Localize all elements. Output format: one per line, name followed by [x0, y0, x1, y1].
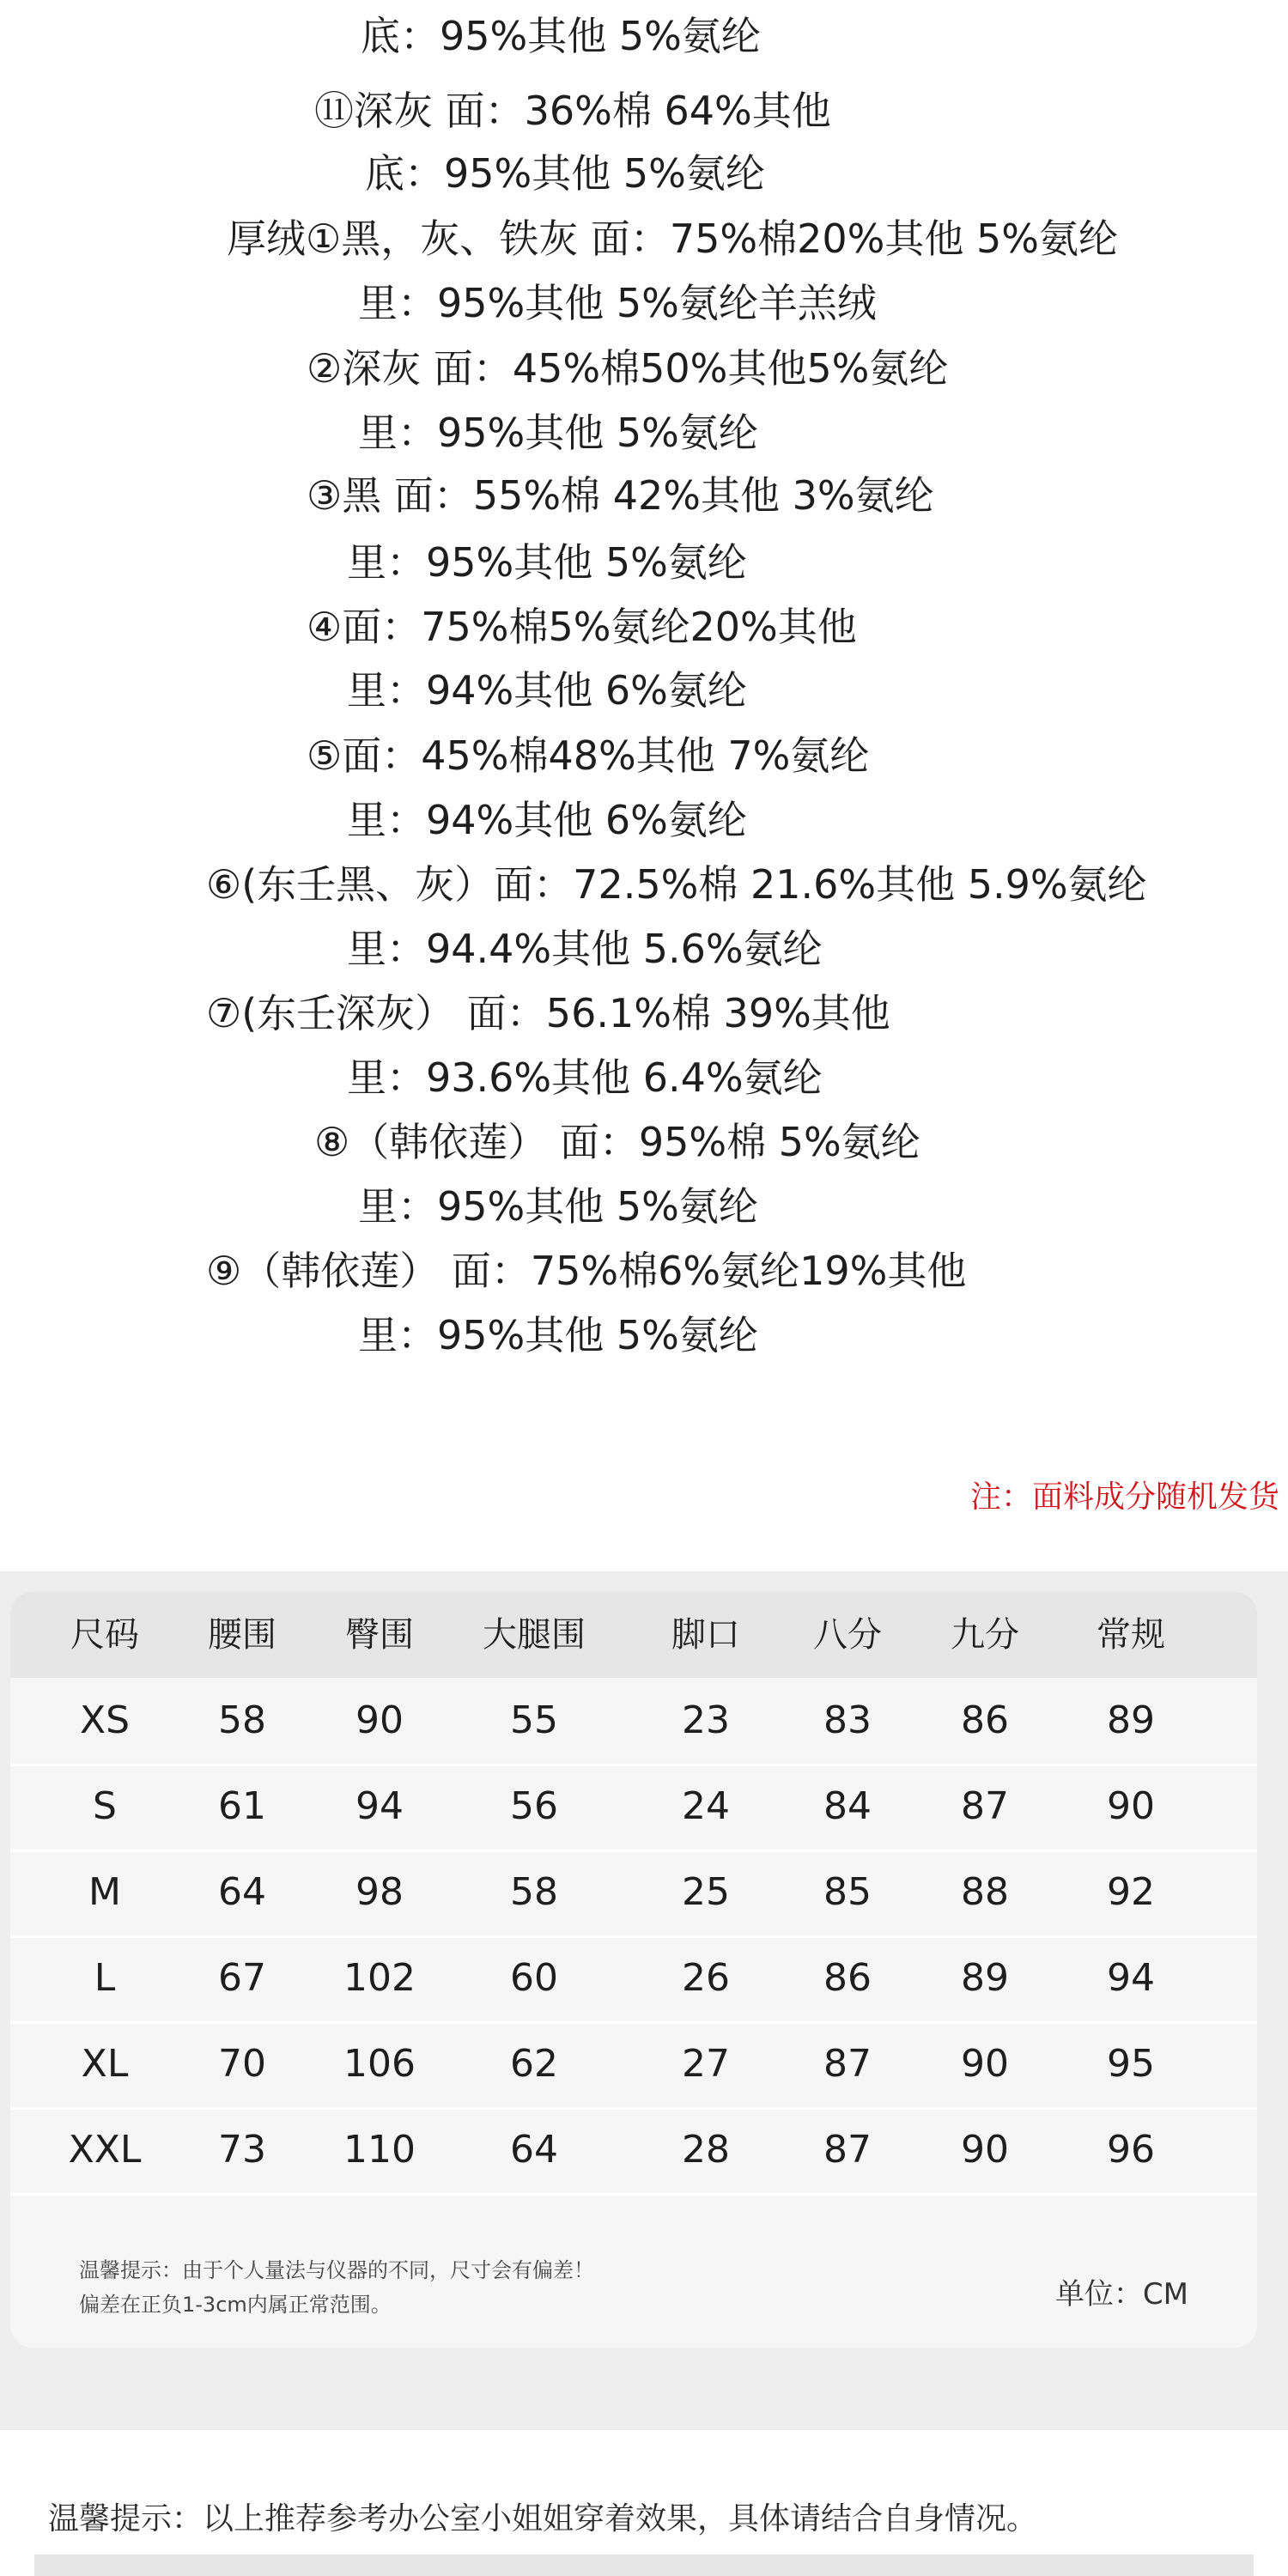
cell-ninth: 90 — [961, 2128, 1009, 2172]
fabric-line: 里：95%其他 5%氨纶 — [358, 1312, 758, 1358]
table-row — [10, 2107, 1257, 2196]
header-waist: 腰围 — [208, 1615, 276, 1655]
cell-size: XS — [79, 1698, 131, 1742]
cell-hem: 23 — [682, 1698, 730, 1742]
cell-regular: 90 — [1107, 1784, 1155, 1828]
cell-hip: 110 — [343, 2128, 416, 2172]
fabric-line: 底：95%其他 5%氨纶 — [361, 13, 761, 59]
fabric-line: 里：93.6%其他 6.4%氨纶 — [347, 1054, 823, 1101]
cell-hem: 27 — [682, 2042, 730, 2086]
table-row — [10, 1935, 1257, 2024]
cell-size: M — [88, 1870, 121, 1914]
fabric-line: ④面：75%棉5%氨纶20%其他 — [307, 604, 857, 650]
cell-regular: 89 — [1107, 1698, 1155, 1742]
cell-thigh: 58 — [510, 1870, 558, 1914]
fabric-line: ⑨（韩依莲） 面：75%棉6%氨纶19%其他 — [206, 1248, 967, 1294]
cell-hip: 94 — [355, 1784, 404, 1828]
measurement-tip-line-1: 温馨提示：由于个人量法与仪器的不同，尺寸会有偏差！ — [79, 2258, 594, 2282]
cell-size: XL — [81, 2042, 129, 2086]
fabric-line: 底：95%其他 5%氨纶 — [365, 150, 765, 197]
cell-eighth: 83 — [823, 1698, 872, 1742]
cell-eighth: 86 — [823, 1956, 872, 2000]
cell-thigh: 60 — [510, 1956, 558, 2000]
fabric-line: 里：94%其他 6%氨纶 — [347, 797, 747, 843]
cell-hem: 24 — [682, 1784, 730, 1828]
cell-ninth: 86 — [961, 1698, 1009, 1742]
cell-eighth: 87 — [823, 2128, 872, 2172]
fabric-line: ⑤面：45%棉48%其他 7%氨纶 — [307, 732, 870, 779]
fabric-line: ②深灰 面：45%棉50%其他5%氨纶 — [307, 345, 949, 392]
fabric-line: 里：95%其他 5%氨纶 — [358, 410, 758, 456]
cell-regular: 92 — [1107, 1870, 1155, 1914]
fabric-line: ⑦(东壬深灰） 面：56.1%棉 39%其他 — [206, 990, 890, 1036]
cell-waist: 64 — [218, 1870, 266, 1914]
cell-regular: 94 — [1107, 1956, 1155, 2000]
cell-hem: 28 — [682, 2128, 730, 2172]
header-hip: 臀围 — [345, 1615, 414, 1655]
cell-size: S — [93, 1784, 117, 1828]
header-thigh: 大腿围 — [483, 1615, 586, 1655]
fabric-line: ⑥(东壬黑、灰）面：72.5%棉 21.6%其他 5.9%氨纶 — [206, 861, 1147, 908]
fabric-line: 里：95%其他 5%氨纶 — [358, 1183, 758, 1230]
header-hem: 脚口 — [671, 1615, 740, 1655]
fabric-line: 里：94.4%其他 5.6%氨纶 — [347, 926, 823, 972]
cell-ninth: 88 — [961, 1870, 1009, 1914]
cell-hip: 102 — [343, 1956, 416, 2000]
cell-hem: 25 — [682, 1870, 730, 1914]
cell-size: L — [94, 1956, 116, 2000]
cell-eighth: 87 — [823, 2042, 872, 2086]
fabric-line: ⑧（韩依莲） 面：95%棉 5%氨纶 — [314, 1119, 920, 1165]
header-ninth: 九分 — [951, 1615, 1019, 1655]
cell-thigh: 62 — [510, 2042, 558, 2086]
cell-ninth: 89 — [961, 1956, 1009, 2000]
fabric-line: ⑪深灰 面：36%棉 64%其他 — [314, 88, 831, 134]
header-size: 尺码 — [70, 1615, 139, 1655]
unit-label: 单位：CM — [1054, 2277, 1188, 2312]
cell-hip: 90 — [355, 1698, 404, 1742]
recommendation-tip: 温馨提示：以上推荐参考办公室小姐姐穿着效果，具体请结合自身情况。 — [48, 2501, 1038, 2537]
cell-thigh: 55 — [510, 1698, 558, 1742]
header-regular: 常规 — [1097, 1615, 1165, 1655]
cell-waist: 73 — [218, 2128, 266, 2172]
size-table-section — [0, 1571, 1288, 2430]
fabric-line: ③黑 面：55%棉 42%其他 3%氨纶 — [307, 472, 934, 519]
table-row — [10, 2021, 1257, 2110]
size-table — [10, 1592, 1257, 2348]
cell-hip: 98 — [355, 1870, 404, 1914]
fabric-line: 里：95%其他 5%氨纶羊羔绒 — [358, 280, 877, 326]
bottom-divider-bar — [34, 2555, 1254, 2576]
cell-regular: 96 — [1107, 2128, 1155, 2172]
table-row — [10, 1764, 1257, 1852]
cell-waist: 70 — [218, 2042, 266, 2086]
table-row — [10, 1678, 1257, 1766]
cell-regular: 95 — [1107, 2042, 1155, 2086]
cell-hip: 106 — [343, 2042, 416, 2086]
cell-waist: 61 — [218, 1784, 266, 1828]
fabric-line: 厚绒①黑，灰、铁灰 面：75%棉20%其他 5%氨纶 — [227, 216, 1118, 262]
cell-hem: 26 — [682, 1956, 730, 2000]
measurement-tip-line-2: 偏差在正负1-3cm内属正常范围。 — [79, 2293, 392, 2317]
table-header-row — [10, 1592, 1257, 1678]
cell-waist: 67 — [218, 1956, 266, 2000]
fabric-line: 里：94%其他 6%氨纶 — [347, 667, 747, 714]
cell-thigh: 56 — [510, 1784, 558, 1828]
cell-ninth: 90 — [961, 2042, 1009, 2086]
header-eighth: 八分 — [813, 1615, 882, 1655]
fabric-line: 里：95%其他 5%氨纶 — [347, 539, 747, 586]
cell-size: XXL — [68, 2128, 142, 2172]
fabric-random-note: 注：面料成分随机发货 — [969, 1479, 1279, 1515]
cell-ninth: 87 — [961, 1784, 1009, 1828]
cell-eighth: 85 — [823, 1870, 872, 1914]
table-row — [10, 1850, 1257, 1938]
cell-thigh: 64 — [510, 2128, 558, 2172]
cell-eighth: 84 — [823, 1784, 872, 1828]
cell-waist: 58 — [218, 1698, 266, 1742]
